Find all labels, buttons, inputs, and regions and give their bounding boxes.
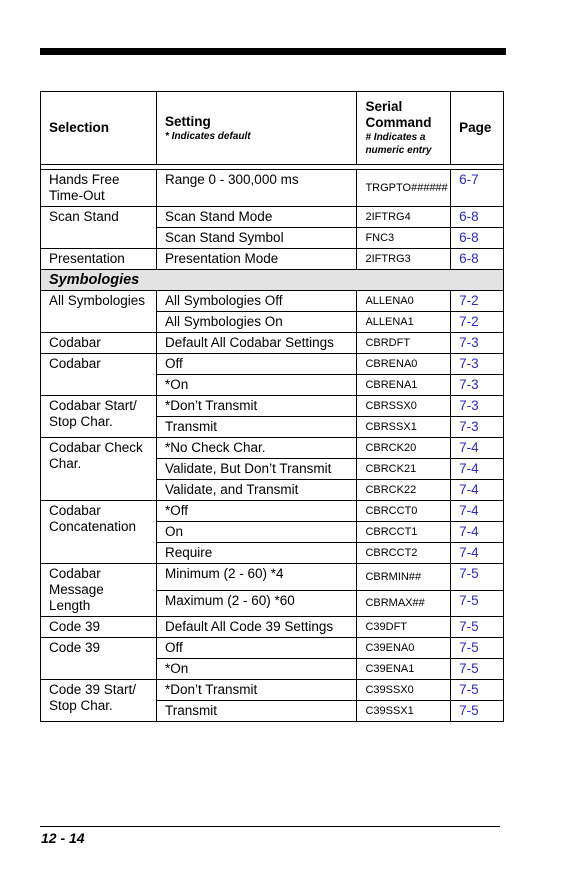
- setting-cell: *On: [157, 375, 357, 396]
- section-row: [41, 270, 504, 291]
- serial-command-cell: CBRCK21: [357, 459, 451, 480]
- page-link[interactable]: 7-5: [451, 590, 504, 617]
- setting-cell: Range 0 - 300,000 ms: [157, 170, 357, 207]
- page-link[interactable]: 6-8: [451, 249, 504, 270]
- table-row: [41, 333, 504, 354]
- serial-command-cell: CBRCCT0: [357, 501, 451, 522]
- serial-command-cell: CBRSSX1: [357, 417, 451, 438]
- page-link[interactable]: 6-8: [451, 228, 504, 249]
- setting-cell: Default All Code 39 Settings: [157, 617, 357, 638]
- serial-command-cell: C39ENA1: [357, 659, 451, 680]
- selection-cell: Scan Stand: [41, 207, 157, 249]
- serial-command-cell: CBRENA0: [357, 354, 451, 375]
- setting-cell: All Symbologies On: [157, 312, 357, 333]
- serial-command-cell: C39SSX0: [357, 680, 451, 701]
- selection-cell: Code 39 Start/ Stop Char.: [41, 680, 157, 722]
- selection-cell: Presentation: [41, 249, 157, 270]
- page-link[interactable]: 7-3: [451, 396, 504, 417]
- top-rule: [40, 48, 506, 55]
- page-link[interactable]: 7-5: [451, 659, 504, 680]
- setting-cell: Off: [157, 354, 357, 375]
- page-link[interactable]: 7-5: [451, 564, 504, 591]
- serial-command-cell: FNC3: [357, 228, 451, 249]
- table-row: [41, 249, 504, 270]
- setting-cell: Default All Codabar Settings: [157, 333, 357, 354]
- header-setting: Setting * Indicates default: [157, 92, 357, 165]
- table-row: [41, 680, 504, 701]
- table-row: [41, 354, 504, 375]
- page-link[interactable]: 7-4: [451, 480, 504, 501]
- table-header-row: [41, 92, 504, 165]
- table-row: [41, 617, 504, 638]
- table-row: [41, 207, 504, 228]
- serial-command-cell: ALLENA0: [357, 291, 451, 312]
- page-link[interactable]: 7-3: [451, 417, 504, 438]
- bottom-rule: [40, 826, 500, 827]
- setting-cell: Minimum (2 - 60) *4: [157, 564, 357, 591]
- setting-cell: Transmit: [157, 417, 357, 438]
- header-setting-note: * Indicates default: [165, 130, 251, 142]
- serial-command-cell: C39ENA0: [357, 638, 451, 659]
- page-number: 12 - 14: [41, 830, 85, 846]
- table-row: [41, 170, 504, 207]
- serial-command-cell: CBRMIN##: [357, 564, 451, 591]
- page-link[interactable]: 7-5: [451, 680, 504, 701]
- setting-cell: Off: [157, 638, 357, 659]
- header-serial-command: Serial Command # Indicates a numeric entry: [357, 92, 451, 165]
- serial-command-cell: CBRCK22: [357, 480, 451, 501]
- serial-command-cell: TRGPTO######: [357, 170, 451, 207]
- setting-cell: On: [157, 522, 357, 543]
- selection-cell: Codabar Message Length: [41, 564, 157, 617]
- setting-cell: Validate, and Transmit: [157, 480, 357, 501]
- page-link[interactable]: 7-2: [451, 291, 504, 312]
- setting-cell: *Off: [157, 501, 357, 522]
- table-row: [41, 396, 504, 417]
- serial-command-cell: CBRCCT1: [357, 522, 451, 543]
- header-selection: Selection: [41, 92, 157, 165]
- header-page: Page: [451, 92, 504, 165]
- setting-cell: All Symbologies Off: [157, 291, 357, 312]
- page-link[interactable]: 7-5: [451, 638, 504, 659]
- setting-cell: Maximum (2 - 60) *60: [157, 590, 357, 617]
- table-row: [41, 501, 504, 522]
- selection-cell: All Symbologies: [41, 291, 157, 333]
- selection-cell: Codabar Check Char.: [41, 438, 157, 501]
- page-link[interactable]: 7-4: [451, 438, 504, 459]
- table-row: [41, 438, 504, 459]
- section-title: Symbologies: [41, 270, 504, 291]
- selection-cell: Codabar: [41, 333, 157, 354]
- page-link[interactable]: 7-2: [451, 312, 504, 333]
- table-row: [41, 638, 504, 659]
- page-link[interactable]: 7-5: [451, 701, 504, 722]
- setting-cell: *On: [157, 659, 357, 680]
- serial-command-cell: CBRDFT: [357, 333, 451, 354]
- setting-cell: *No Check Char.: [157, 438, 357, 459]
- setting-cell: Validate, But Don’t Transmit: [157, 459, 357, 480]
- page-link[interactable]: 7-5: [451, 617, 504, 638]
- selection-cell: Code 39: [41, 617, 157, 638]
- header-command-note: # Indicates a numeric entry: [365, 132, 432, 156]
- serial-command-cell: C39DFT: [357, 617, 451, 638]
- setting-cell: Scan Stand Symbol: [157, 228, 357, 249]
- serial-command-cell: CBRMAX##: [357, 590, 451, 617]
- page-link[interactable]: 6-8: [451, 207, 504, 228]
- page-link[interactable]: 7-3: [451, 354, 504, 375]
- page-link[interactable]: 7-4: [451, 522, 504, 543]
- table-row: [41, 564, 504, 591]
- serial-command-cell: CBRCK20: [357, 438, 451, 459]
- setting-cell: Presentation Mode: [157, 249, 357, 270]
- selection-cell: Codabar Start/ Stop Char.: [41, 396, 157, 438]
- setting-cell: *Don’t Transmit: [157, 680, 357, 701]
- setting-cell: Require: [157, 543, 357, 564]
- serial-command-cell: CBRENA1: [357, 375, 451, 396]
- serial-command-cell: 2IFTRG4: [357, 207, 451, 228]
- serial-command-cell: 2IFTRG3: [357, 249, 451, 270]
- setting-cell: Transmit: [157, 701, 357, 722]
- serial-command-cell: CBRSSX0: [357, 396, 451, 417]
- setting-cell: Scan Stand Mode: [157, 207, 357, 228]
- selection-cell: Codabar Concatenation: [41, 501, 157, 564]
- page-link[interactable]: 7-4: [451, 501, 504, 522]
- serial-command-cell: ALLENA1: [357, 312, 451, 333]
- serial-command-cell: C39SSX1: [357, 701, 451, 722]
- serial-command-cell: CBRCCT2: [357, 543, 451, 564]
- page-link[interactable]: 6-7: [451, 170, 504, 207]
- table-row: [41, 291, 504, 312]
- setting-cell: *Don’t Transmit: [157, 396, 357, 417]
- selection-cell: Hands Free Time-Out: [41, 170, 157, 207]
- page-link[interactable]: 7-3: [451, 333, 504, 354]
- selection-cell: Codabar: [41, 354, 157, 396]
- settings-table: [40, 91, 504, 722]
- page-link[interactable]: 7-4: [451, 459, 504, 480]
- page-link[interactable]: 7-4: [451, 543, 504, 564]
- page-link[interactable]: 7-3: [451, 375, 504, 396]
- selection-cell: Code 39: [41, 638, 157, 680]
